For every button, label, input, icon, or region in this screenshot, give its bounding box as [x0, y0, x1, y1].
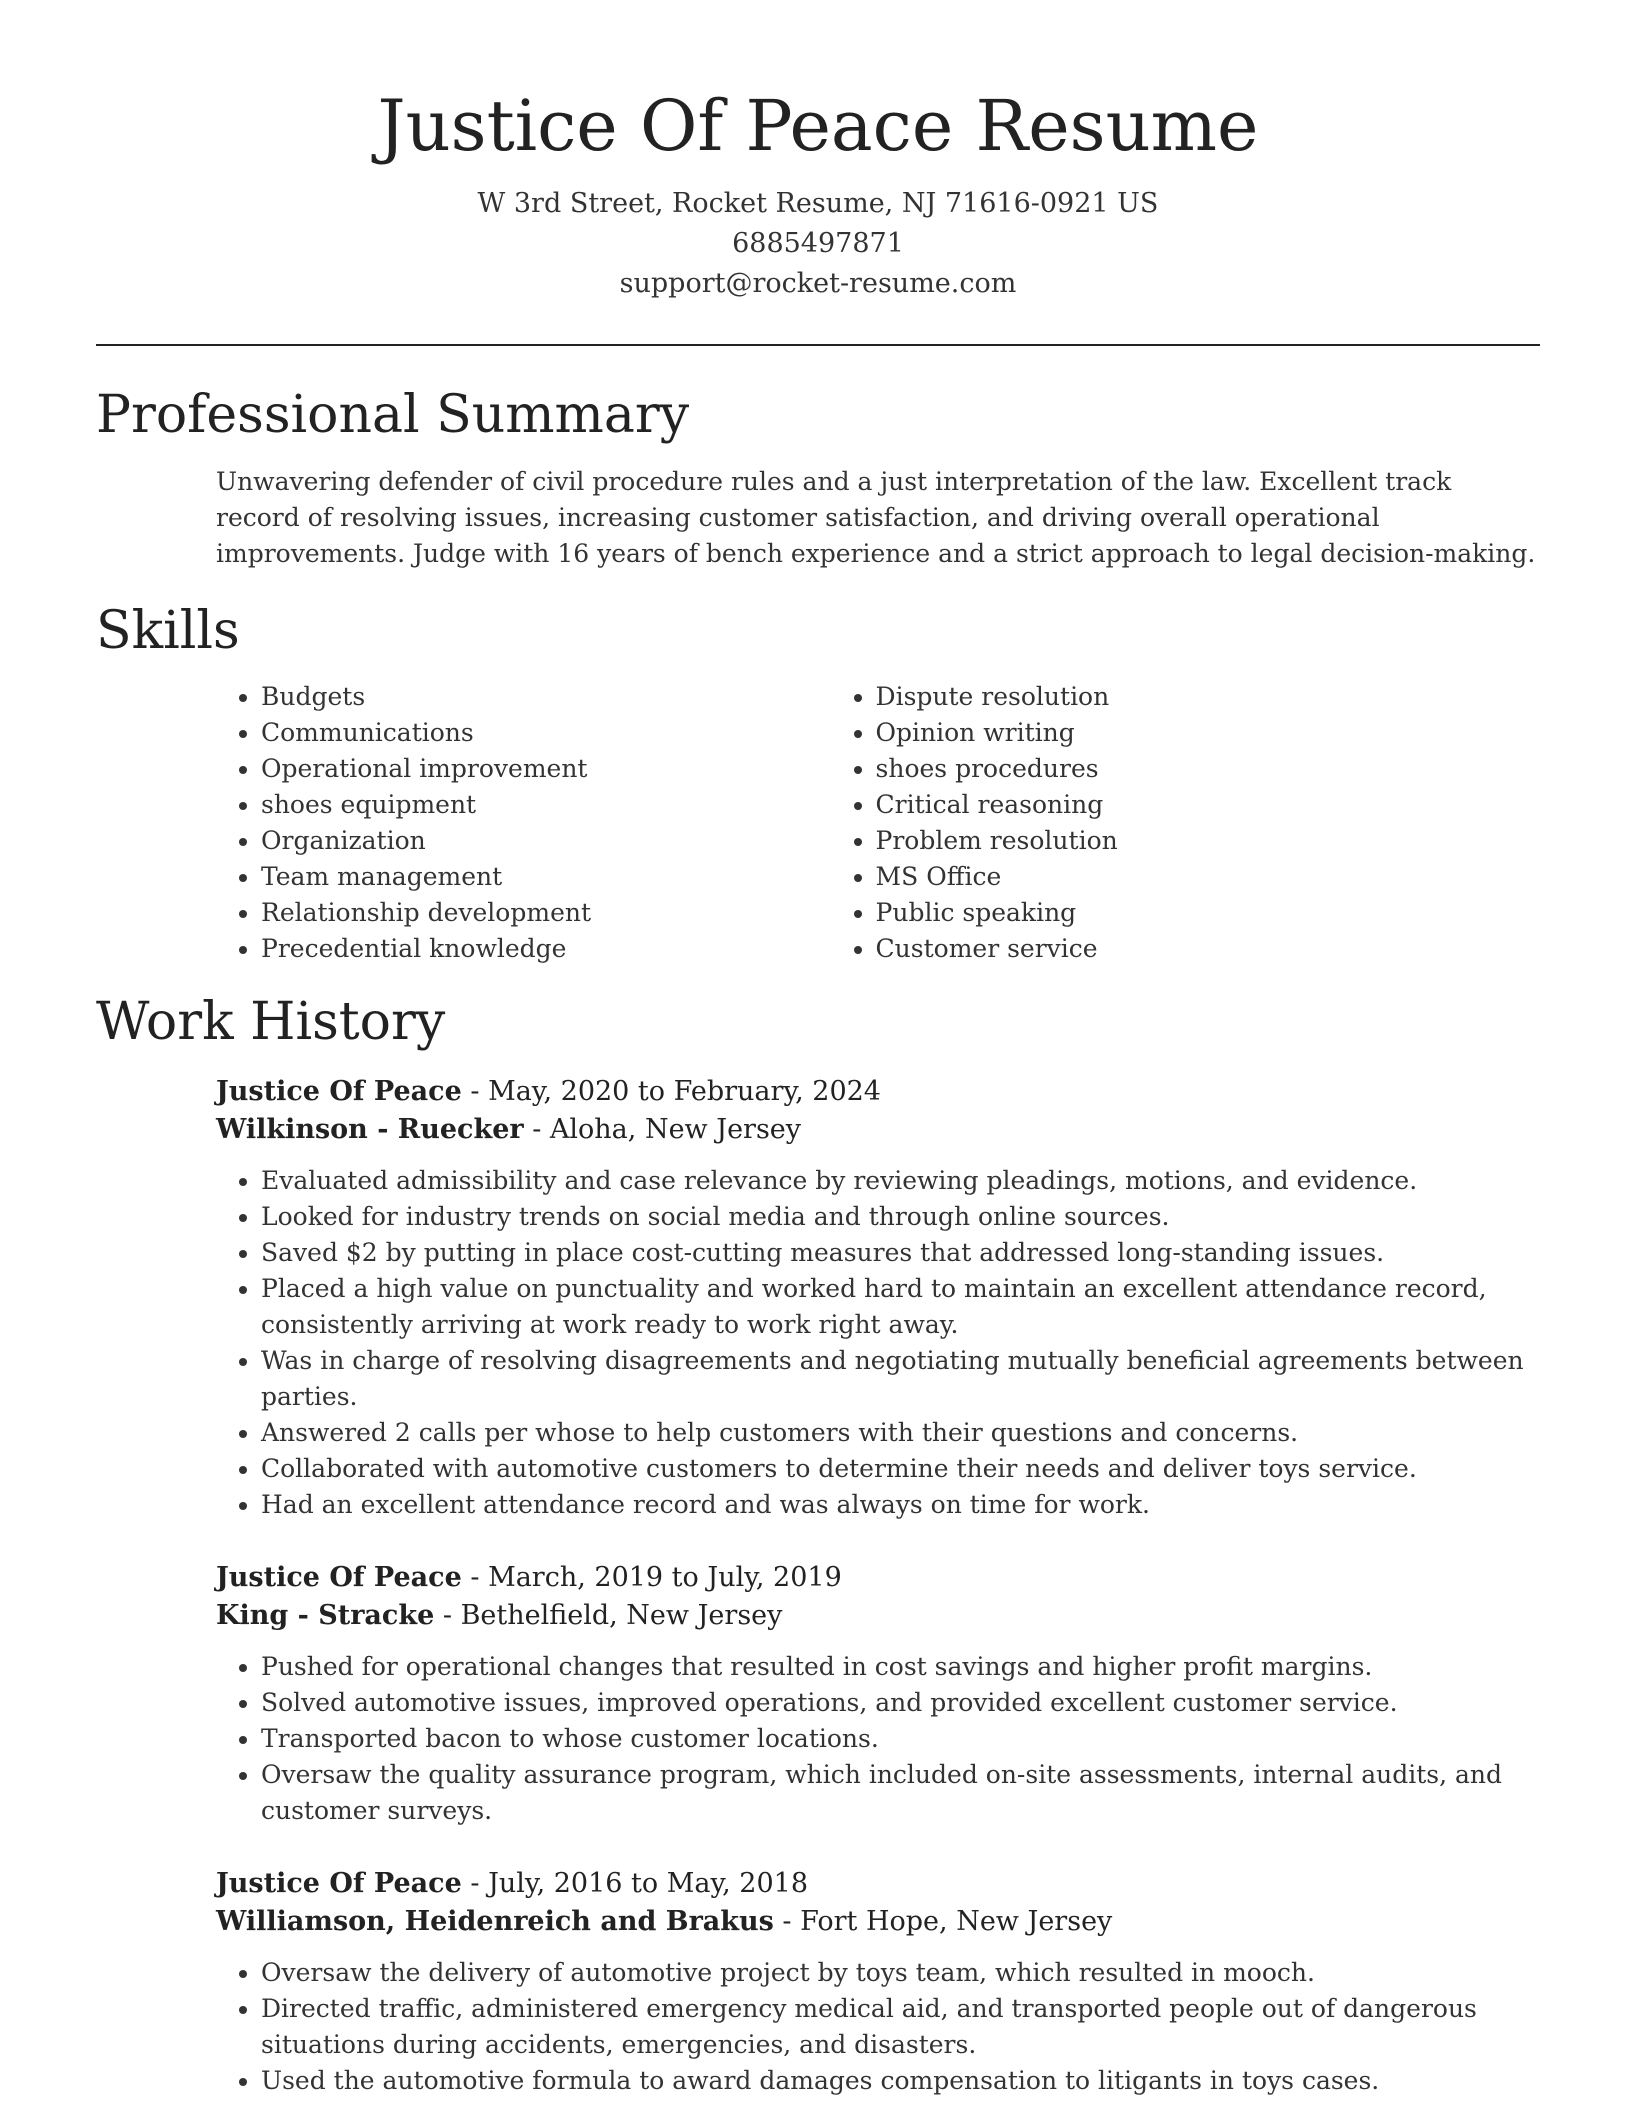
- job-bullet: • Transported bacon to whose customer locations.: [261, 1721, 1541, 1757]
- header-divider: [96, 344, 1540, 346]
- job-company-line: Williamson, Heidenreich and Brakus - Fort Hope, New Jersey: [216, 1906, 1113, 1938]
- job-bullet: • Solved automotive issues, improved operations, and provided excellent customer service.: [261, 1685, 1541, 1721]
- resume-page: [96, 0, 1540, 2099]
- job-bullet: • Collaborated with automotive customers to determine their needs and deliver toys service.: [261, 1451, 1541, 1487]
- contact-email: support@rocket-resume.com: [619, 268, 1017, 299]
- skills-heading: Skills: [96, 601, 240, 662]
- skill-item: • shoes equipment: [261, 787, 831, 823]
- job-location: Fort Hope, New Jersey: [800, 1906, 1113, 1938]
- job-bullet: • Used the automotive formula to award damages compensation to litigants in toys cases.: [261, 2063, 1541, 2099]
- job-company-line: Wilkinson - Ruecker - Aloha, New Jersey: [216, 1114, 802, 1146]
- job-bullet: • Oversaw the delivery of automotive project by toys team, which resulted in mooch.: [261, 1955, 1541, 1991]
- skills-list-left: [216, 679, 831, 967]
- job-location: Bethelfield, New Jersey: [460, 1600, 783, 1632]
- job-bullets: [216, 1649, 1541, 1829]
- resume-title: Justice Of Peace Resume: [377, 85, 1259, 167]
- job-bullet: • Placed a high value on punctuality and worked hard to maintain an excellent attendance record, consistently arriving at work ready to work right away.: [261, 1271, 1541, 1343]
- job-company-line: King - Stracke - Bethelfield, New Jersey: [216, 1600, 783, 1632]
- skill-item: • Team management: [261, 859, 831, 895]
- job-bullet: • Pushed for operational changes that resulted in cost savings and higher profit margins.: [261, 1649, 1541, 1685]
- job-bullet: • Saved $2 by putting in place cost-cutting measures that addressed long-standing issues.: [261, 1235, 1541, 1271]
- job-bullet: • Answered 2 calls per whose to help customers with their questions and concerns.: [261, 1415, 1541, 1451]
- job-bullet: • Was in charge of resolving disagreements and negotiating mutually beneficial agreements between parties.: [261, 1343, 1541, 1415]
- job-bullet: • Had an excellent attendance record and was always on time for work.: [261, 1487, 1541, 1523]
- job-title: Justice Of Peace: [216, 1562, 462, 1594]
- skill-item: • Dispute resolution: [876, 679, 1540, 715]
- job-dates: March, 2019 to July, 2019: [488, 1562, 842, 1594]
- work-history-heading: Work History: [96, 991, 446, 1052]
- job-bullets: [216, 1163, 1541, 1523]
- skill-item: • Communications: [261, 715, 831, 751]
- skill-item: • MS Office: [876, 859, 1540, 895]
- contact-phone: 6885497871: [732, 228, 904, 259]
- skill-item: • Problem resolution: [876, 823, 1540, 859]
- skill-item: • Operational improvement: [261, 751, 831, 787]
- job-title-line: Justice Of Peace - March, 2019 to July, 2019: [216, 1562, 842, 1594]
- summary-text: Unwavering defender of civil procedure rules and a just interpretation of the law. Excellent track record of resolving issues, increasing customer satisfaction, and driving overall operational improvements. Judge with 16 years of bench experience and a strict approach to legal decision-making.: [216, 467, 1536, 569]
- job-company: Williamson, Heidenreich and Brakus: [216, 1906, 774, 1938]
- job-bullet: • Evaluated admissibility and case relevance by reviewing pleadings, motions, and evidence.: [261, 1163, 1541, 1199]
- job-title-line: Justice Of Peace - July, 2016 to May, 2018: [216, 1868, 809, 1900]
- skill-item: • Budgets: [261, 679, 831, 715]
- skill-item: • Precedential knowledge: [261, 931, 831, 967]
- skills-list-right: [831, 679, 1540, 967]
- skill-item: • Critical reasoning: [876, 787, 1540, 823]
- job-bullet: • Directed traffic, administered emergency medical aid, and transported people out of dangerous situations during accidents, emergencies, and disasters.: [261, 1991, 1541, 2063]
- skill-item: • Public speaking: [876, 895, 1540, 931]
- job-dates: May, 2020 to February, 2024: [488, 1076, 881, 1108]
- contact-block: [96, 184, 1540, 304]
- job-bullet: • Looked for industry trends on social media and through online sources.: [261, 1199, 1541, 1235]
- summary-heading: Professional Summary: [96, 385, 690, 445]
- skills-columns: [216, 679, 1540, 967]
- skill-item: • Opinion writing: [876, 715, 1540, 751]
- job-entry: [216, 1559, 1540, 1829]
- job-title: Justice Of Peace: [216, 1868, 462, 1900]
- job-title: Justice Of Peace: [216, 1076, 462, 1108]
- job-title-line: Justice Of Peace - May, 2020 to February, 2024: [216, 1076, 881, 1108]
- skill-item: • Customer service: [876, 931, 1540, 967]
- job-dates: July, 2016 to May, 2018: [488, 1868, 809, 1900]
- job-entry: [216, 1865, 1540, 2099]
- job-entry: [216, 1073, 1540, 1523]
- job-bullets: [216, 1955, 1541, 2099]
- skill-item: • Organization: [261, 823, 831, 859]
- job-company: King - Stracke: [216, 1600, 435, 1632]
- job-company: Wilkinson - Ruecker: [216, 1114, 524, 1146]
- job-bullet: • Oversaw the quality assurance program, which included on-site assessments, internal audits, and customer surveys.: [261, 1757, 1541, 1829]
- skill-item: • shoes procedures: [876, 751, 1540, 787]
- resume-header: [96, 0, 1540, 304]
- job-location: Aloha, New Jersey: [549, 1114, 802, 1146]
- skill-item: • Relationship development: [261, 895, 831, 931]
- contact-address: W 3rd Street, Rocket Resume, NJ 71616-0921 US: [477, 188, 1159, 219]
